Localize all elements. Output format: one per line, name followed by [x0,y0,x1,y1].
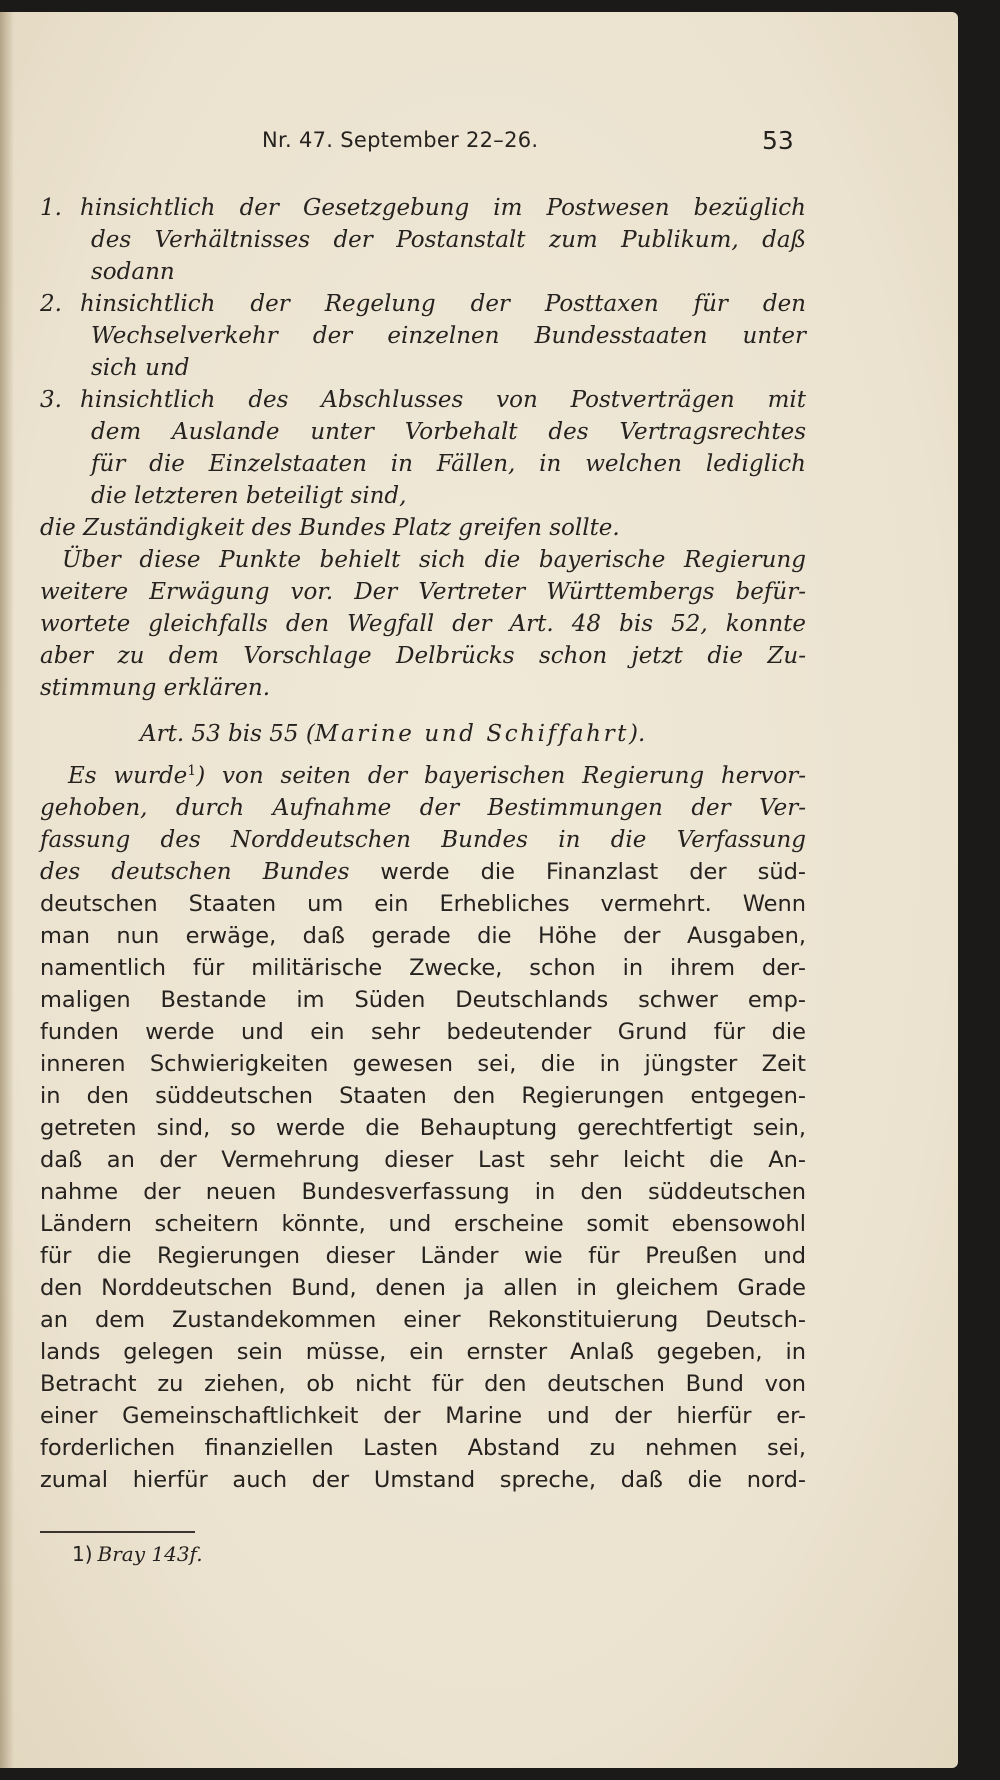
paragraph-line: an dem Zustandekommen einer Rekonstituierung Deutsch- [40,1307,806,1333]
list-item-number: 3. [40,387,62,413]
page-gutter-shadow [0,12,14,1768]
list-item-line: dem Auslande unter Vorbehalt des Vertragsrechtes [91,419,806,445]
list-item-line: sich und [91,355,190,381]
paragraph-line: stimmung erklären. [40,675,271,701]
paragraph-line: fassung des Norddeutschen Bundes in die Verfassung [40,827,806,853]
list-conclusion: die Zuständigkeit des Bundes Platz greifen sollte. [40,515,620,541]
paragraph-line: in den süddeutschen Staaten den Regierungen entgegen- [40,1083,806,1109]
paragraph-line: lands gelegen sein müsse, ein ernster Anlaß gegeben, in [40,1339,806,1365]
footnote-reference[interactable]: 1 [187,763,197,779]
footnote [72,1542,203,1567]
paragraph-line: forderlichen finanziellen Lasten Abstand zu nehmen sei, [40,1435,806,1461]
page-number: 53 [762,126,794,155]
paragraph-line: Ländern scheitern könnte, und erscheine somit ebensowohl [40,1211,806,1237]
list-item-line: für die Einzelstaaten in Fällen, in welchen lediglich [91,451,806,477]
paragraph-line: Es wurde$^1$) von seiten der bayerischen Regierung hervor- [68,763,807,789]
running-header [0,116,958,156]
paragraph-line: weitere Erwägung vor. Der Vertreter Württembergs befür- [40,579,806,605]
list-item-line: 2. hinsichtlich der Regelung der Posttaxen für den [40,288,806,320]
list-item-number: 2. [40,291,62,317]
paragraph-line: den Norddeutschen Bund, denen ja allen in gleichem Grade [40,1275,806,1301]
paragraph-line: Über diese Punkte behielt sich die bayerische Regierung [62,547,806,573]
footnote-text: Bray 143f. [97,1542,203,1566]
paragraph-line: zumal hierfür auch der Umstand spreche, daß die nord- [40,1467,806,1493]
paragraph-line: namentlich für militärische Zwecke, schon in ihrem der- [40,955,806,981]
list-item-line: sodann [91,259,175,285]
footnote-number: 1) [72,1542,93,1566]
spacer [40,704,806,718]
book-page [0,12,958,1768]
paragraph [40,760,806,1496]
paragraph-line: deutschen Staaten um ein Erhebliches vermehrt. Wenn [40,891,806,917]
list-item [40,288,806,384]
list-item-line: die letzteren beteiligt sind, [91,483,407,509]
spacer [40,750,806,760]
list-item [40,192,806,288]
paragraph-line: maligen Bestande im Süden Deutschlands schwer emp- [40,987,806,1013]
paragraph-line: aber zu dem Vorschlage Delbrücks schon jetzt die Zu- [40,643,806,669]
paragraph-line: funden werde und ein sehr bedeutender Grund für die [40,1019,806,1045]
list-item-line: 3. hinsichtlich des Abschlusses von Postverträgen mit [40,384,806,416]
paragraph-line: für die Regierungen dieser Länder wie für Preußen und [40,1243,806,1269]
paragraph-line: Betracht zu ziehen, ob nicht für den deutschen Bund von [40,1371,806,1397]
paragraph-line: des deutschen Bundes werde die Finanzlast der süd- [40,859,806,885]
paragraph-line: einer Gemeinschaftlichkeit der Marine und der hierfür er- [40,1403,806,1429]
list-item-line: Wechselverkehr der einzelnen Bundesstaaten unter [91,323,806,349]
paragraph-line: nahme der neuen Bundesverfassung in den süddeutschen [40,1179,806,1205]
paragraph [40,544,806,704]
paragraph-line: daß an der Vermehrung dieser Last sehr leicht die An- [40,1147,806,1173]
footnote-divider [40,1531,195,1533]
section-heading: Art. 53 bis 55 (Marine und Schiffahrt). [140,721,646,747]
paragraph-line: wortete gleichfalls den Wegfall der Art. 48 bis 52, konnte [40,611,806,637]
header-title: Nr. 47. September 22–26. [262,128,539,152]
body-text [40,192,806,1496]
paragraph-line: getreten sind, so werde die Behauptung gerechtfertigt sein, [40,1115,806,1141]
list-item [40,384,806,512]
list-item-line: 1. hinsichtlich der Gesetzgebung im Postwesen bezüglich [40,192,806,224]
paragraph-line: man nun erwäge, daß gerade die Höhe der Ausgaben, [40,923,806,949]
paragraph-line: inneren Schwierigkeiten gewesen sei, die in jüngster Zeit [40,1051,806,1077]
paragraph-line: gehoben, durch Aufnahme der Bestimmungen der Ver- [40,795,806,821]
list-item-number: 1. [40,195,62,221]
list-item-line: des Verhältnisses der Postanstalt zum Publikum, daß [91,227,806,253]
